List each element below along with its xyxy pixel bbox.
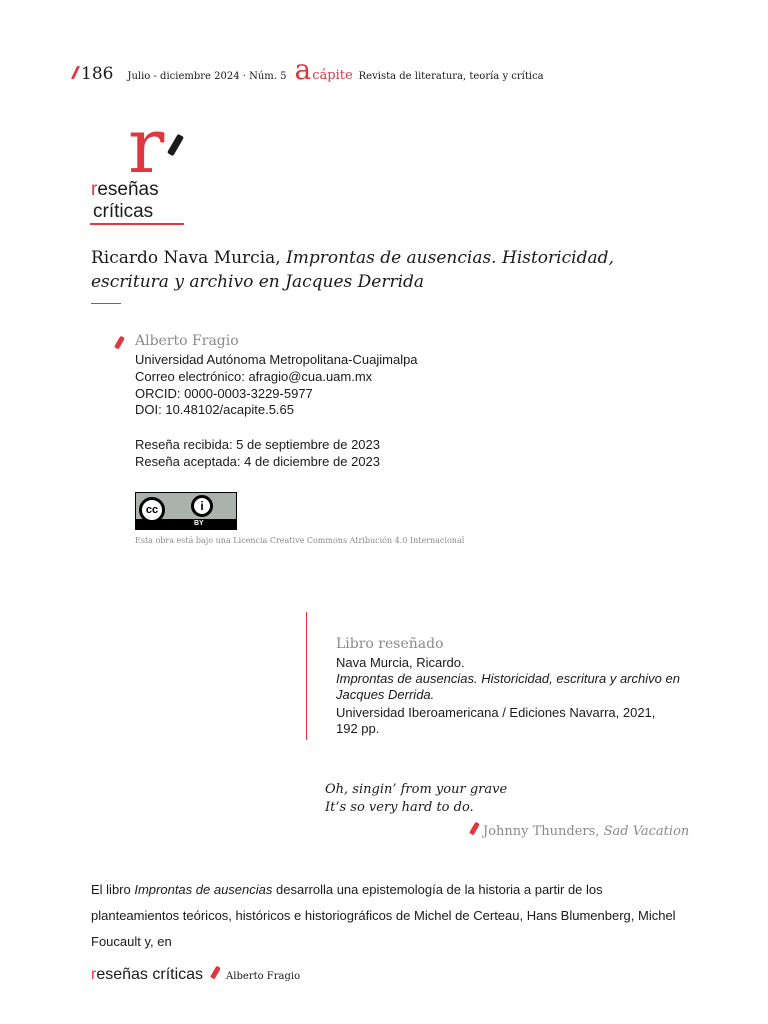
running-footer <box>91 966 300 984</box>
section-label-line1 <box>91 179 159 201</box>
epigraph-author: Johnny Thunders, <box>483 824 604 839</box>
cc-icon: cc <box>139 497 165 523</box>
author-orcid: ORCID: 0000-0003-3229-5977 <box>135 386 313 401</box>
license-text: Esta obra está bajo una Licencia Creative Commons Atribución 4.0 Internacional <box>135 536 465 545</box>
journal-logo-name: cápite <box>312 68 353 83</box>
body-paragraph <box>91 877 691 955</box>
author-email[interactable]: Correo electrónico: afragio@cua.uam.mx <box>135 369 373 384</box>
author-name: Alberto Fragio <box>135 333 239 349</box>
section-label-rest: eseñas <box>97 179 159 200</box>
book-rule <box>306 612 307 740</box>
section-label-line2: críticas <box>93 201 154 222</box>
received-date: Reseña recibida: 5 de septiembre de 2023 <box>135 437 380 452</box>
journal-tagline: Revista de literatura, teoría y crítica <box>358 71 544 82</box>
journal-logo-initial: a <box>294 53 312 86</box>
book-pages: 192 pp. <box>336 721 380 736</box>
page-number: 186 <box>81 64 114 84</box>
body-book-title: Improntas de ausencias <box>134 882 273 897</box>
pen-icon <box>114 336 125 350</box>
section-label-initial: r <box>91 179 98 200</box>
footer-author: Alberto Fragio <box>226 971 301 982</box>
issue-info: Julio - diciembre 2024 · Núm. 5 <box>127 71 287 82</box>
attribution-icon: i <box>191 495 213 517</box>
book-publisher: Universidad Iberoamericana / Ediciones Navarra, 2021, <box>336 705 656 720</box>
footer-section-initial: r <box>91 966 97 983</box>
section-rule <box>90 223 184 225</box>
section-logo-tick-icon <box>167 134 184 157</box>
footer-section-label <box>91 966 203 984</box>
book-title-line1: Improntas de ausencias. Historicidad, escritura y archivo en <box>336 671 680 686</box>
epigraph-line1: Oh, singin’ from your grave <box>325 782 508 797</box>
body-rest: desarrolla una epistemología de la historia a partir de los planteamientos teóricos, históricos e historiográficos de Michel de Certeau, Hans Blumenberg, Michel Foucault y, en <box>91 882 676 949</box>
epigraph-line2: It’s so very hard to do. <box>325 800 474 815</box>
epigraph-source <box>472 822 689 839</box>
book-heading: Libro reseñado <box>336 636 444 652</box>
pen-icon <box>469 822 480 836</box>
title-author: Ricardo Nava Murcia, <box>91 248 287 268</box>
article-doi[interactable]: DOI: 10.48102/acapite.5.65 <box>135 402 295 417</box>
accent-mark-icon <box>71 66 80 79</box>
epigraph-song: Sad Vacation <box>603 824 690 839</box>
footer-section-rest: eseñas críticas <box>96 966 204 983</box>
title-rule <box>91 303 121 304</box>
book-title-line2: Jacques Derrida. <box>336 687 435 702</box>
book-author: Nava Murcia, Ricardo. <box>336 655 465 670</box>
accepted-date: Reseña aceptada: 4 de diciembre de 2023 <box>135 454 381 469</box>
title-book: Improntas de ausencias. Historicidad, escritura y archivo en Jacques Derrida <box>91 248 614 292</box>
running-header <box>74 53 544 86</box>
author-affiliation: Universidad Autónoma Metropolitana-Cuajimalpa <box>135 352 418 367</box>
article-title <box>91 246 691 294</box>
cc-by-badge[interactable] <box>135 492 237 530</box>
body-start: El libro <box>91 882 135 897</box>
pen-icon <box>210 966 221 980</box>
badge-by-label: BY <box>194 520 204 527</box>
section-logo-letter: r <box>128 101 165 190</box>
